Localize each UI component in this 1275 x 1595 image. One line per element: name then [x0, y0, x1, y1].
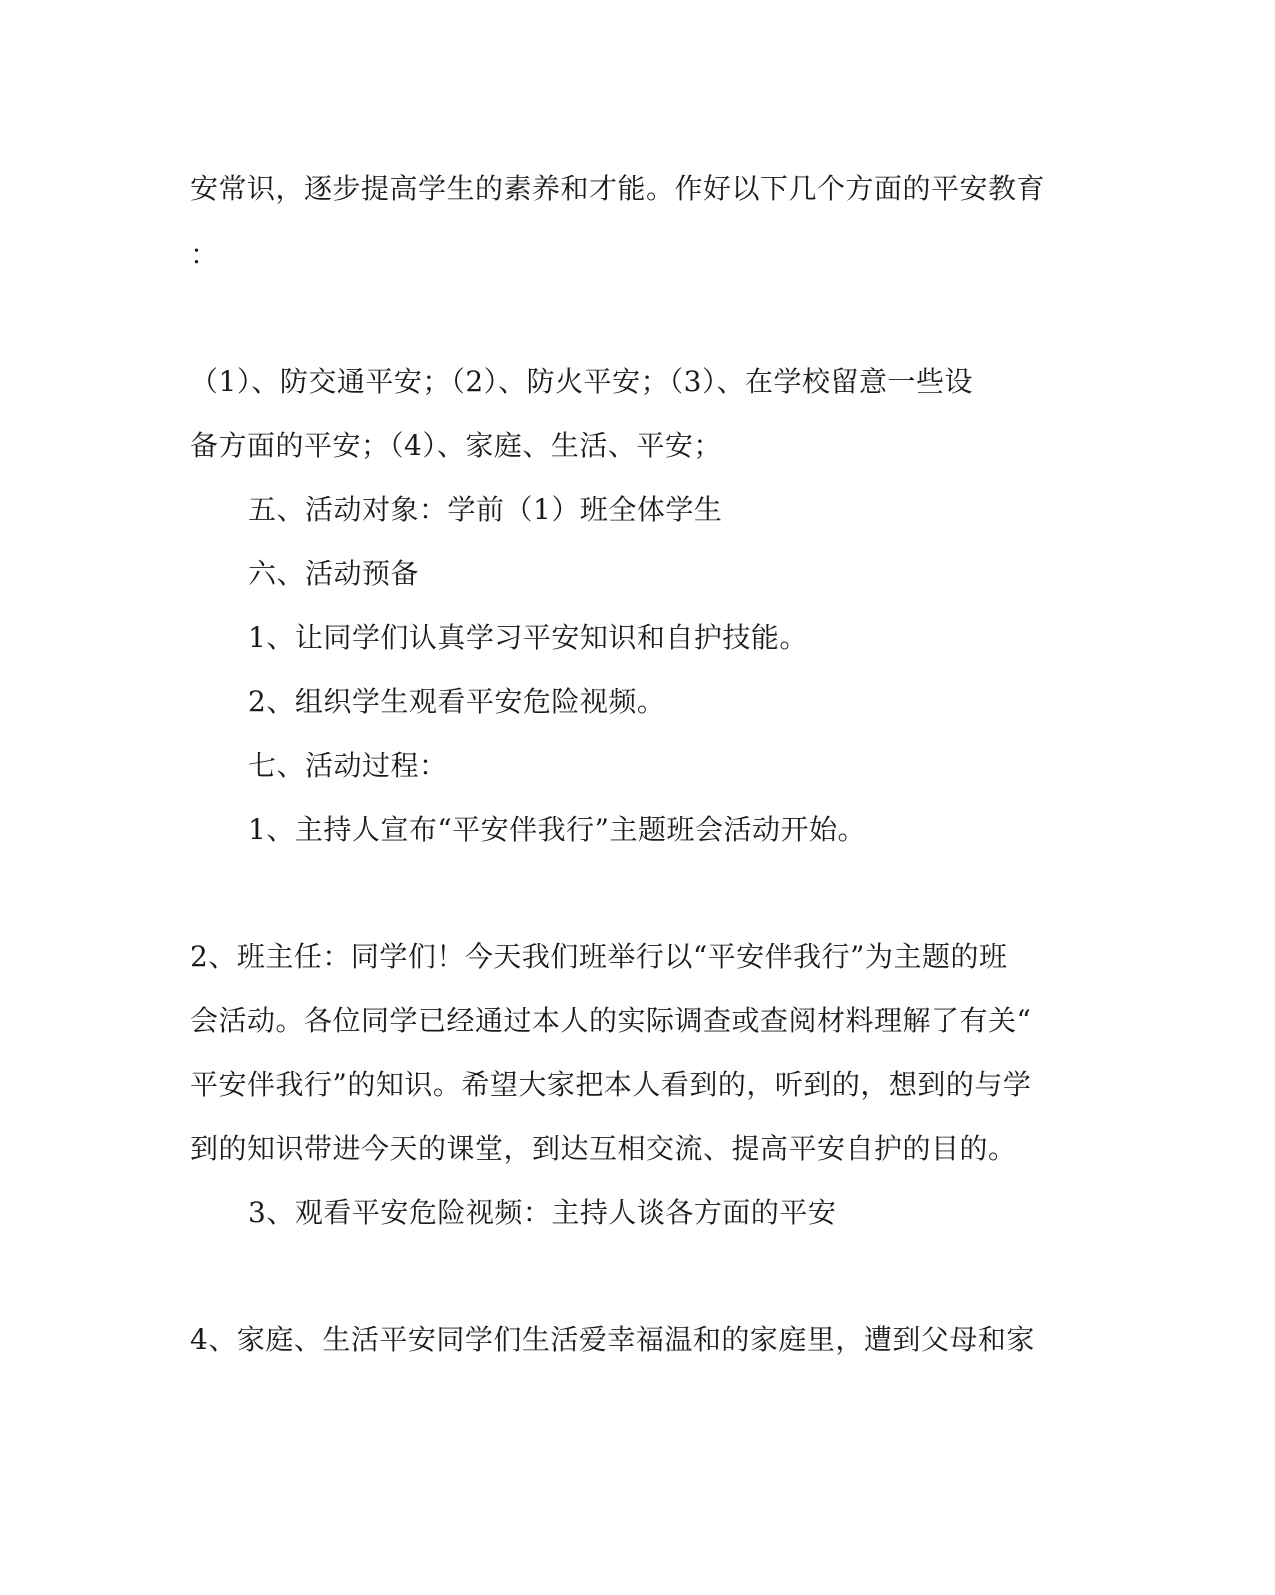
text-line: 4、家庭、生活平安同学们生活爱幸福温和的家庭里，遭到父母和家: [190, 1323, 1035, 1356]
section-heading: 七、活动过程：: [248, 749, 448, 782]
section-heading: 六、活动预备: [248, 557, 420, 590]
text-line: 3、观看平安危险视频：主持人谈各方面的平安: [248, 1196, 837, 1229]
text-line: 安常识，逐步提高学生的素养和才能。作好以下几个方面的平安教育: [190, 172, 1046, 205]
text-line: 备方面的平安；（4）、家庭、生活、平安；: [190, 429, 722, 462]
text-line: 2、组织学生观看平安危险视频。: [248, 685, 666, 718]
text-line: 1、主持人宣布“平安伴我行”主题班会活动开始。: [248, 813, 866, 846]
text-line: 1、让同学们认真学习平安知识和自护技能。: [248, 621, 808, 654]
text-line: 会活动。各位同学已经通过本人的实际调查或查阅材料理解了有关“: [190, 1004, 1032, 1037]
text-line: ：: [190, 238, 219, 271]
text-line: 平安伴我行”的知识。希望大家把本人看到的，听到的，想到的与学: [190, 1068, 1032, 1101]
text-line: 到的知识带进今天的课堂，到达互相交流、提高平安自护的目的。: [190, 1132, 1017, 1165]
text-line: （1）、防交通平安；（2）、防火平安；（3）、在学校留意一些设: [190, 365, 973, 398]
section-heading: 五、活动对象：学前（1）班全体学生: [248, 493, 723, 526]
text-line: 2、班主任：同学们！今天我们班举行以“平安伴我行”为主题的班: [190, 940, 1008, 973]
